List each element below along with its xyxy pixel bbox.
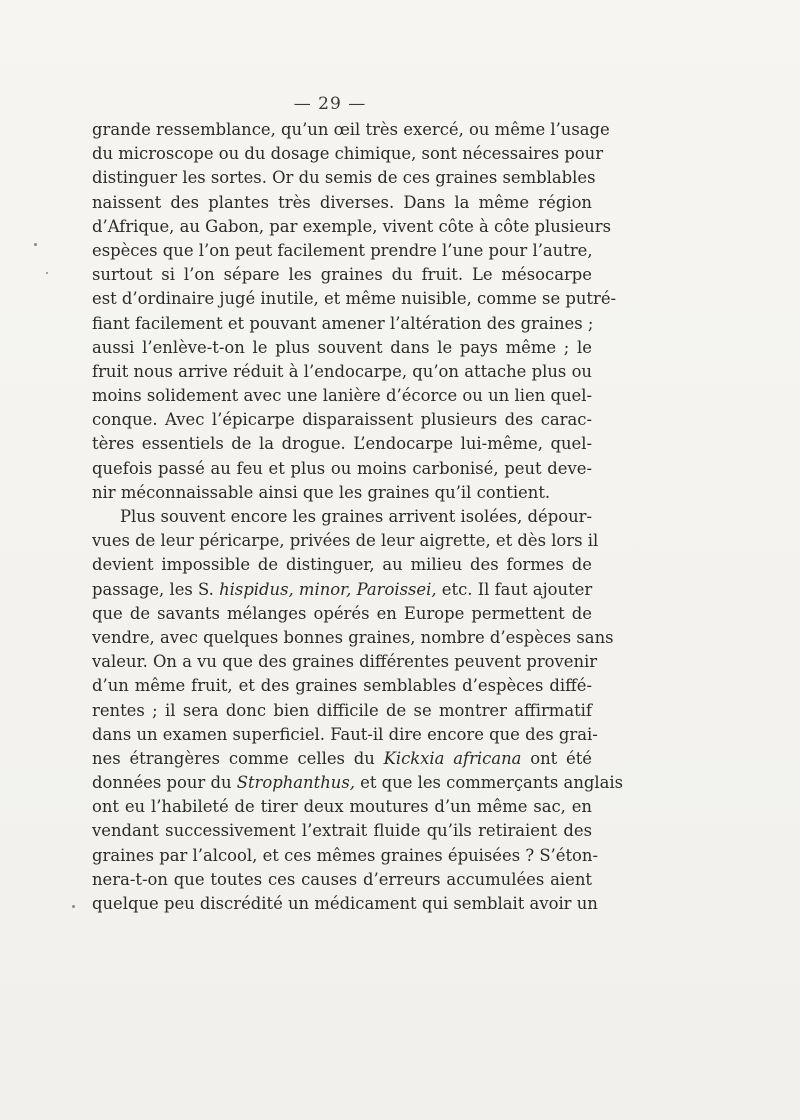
text-line	[92, 795, 592, 819]
text-segment: que de savants mélanges opérés en Europe permettent de	[92, 603, 592, 623]
text-line	[92, 626, 614, 650]
text-line	[92, 239, 592, 263]
text-line	[92, 287, 617, 311]
text-segment: ont été	[521, 748, 592, 768]
text-segment: nera-t-on que toutes ces causes d’erreurs accumulées aient	[92, 869, 592, 889]
text-segment: valeur. On a vu que des graines différentes peuvent provenir	[92, 652, 598, 672]
text-line	[92, 602, 592, 626]
paragraph	[92, 505, 624, 916]
text-segment: naissent des plantes très diverses. Dans la même région	[92, 192, 592, 212]
text-line	[92, 892, 598, 916]
text-segment: fruit nous arrive réduit à l’endocarpe, qu’on attache plus ou	[92, 361, 592, 381]
text-line	[92, 578, 592, 602]
text-segment: d’Afrique, au Gabon, par exemple, vivent côte à côte plusieurs	[92, 216, 611, 236]
text-line	[92, 457, 592, 481]
body-text	[92, 118, 624, 916]
text-line	[92, 142, 604, 166]
text-segment: vues de leur péricarpe, privées de leur aigrette, et dès lors il	[92, 531, 599, 551]
text-line	[92, 723, 598, 747]
text-line	[92, 819, 592, 843]
paper-speck	[72, 905, 75, 908]
text-segment: aussi l’enlève-t-on le plus souvent dans le pays même ; le	[92, 337, 592, 357]
text-segment: quelque peu discrédité un médicament qui semblait avoir un	[92, 894, 598, 913]
paper-speck	[46, 272, 48, 274]
text-line	[92, 529, 599, 553]
text-segment: nir méconnaissable ainsi que les graines qu’il contient.	[92, 482, 551, 502]
text-segment: nes étrangères comme celles du	[92, 748, 384, 768]
text-line	[92, 312, 592, 336]
text-line	[92, 553, 592, 577]
text-line	[92, 166, 596, 190]
italic-text: Kickxia africana	[383, 748, 522, 768]
italic-text: Strophanthus,	[236, 773, 355, 793]
text-segment: vendre, avec quelques bonnes graines, nombre d’espèces sans	[92, 627, 614, 647]
text-segment: Plus souvent encore les graines arrivent isolées, dépour-	[120, 507, 592, 526]
italic-text: hispidus, minor, Paroissei,	[219, 579, 437, 599]
text-segment: fiant facilement et pouvant amener l’altération des graines ;	[92, 313, 594, 333]
text-line	[92, 432, 592, 456]
text-line	[92, 505, 592, 529]
text-segment: grande ressemblance, qu’un œil très exercé, ou même l’usage	[92, 120, 610, 139]
paragraph	[92, 118, 617, 505]
text-line	[92, 215, 611, 239]
text-segment: conque. Avec l’épicarpe disparaissent plusieurs des carac-	[92, 410, 592, 430]
text-segment: surtout si l’on sépare les graines du fruit. Le mésocarpe	[92, 265, 592, 285]
page-number: — 29 —	[293, 94, 367, 114]
text-line	[92, 263, 592, 287]
text-segment: quefois passé au feu et plus ou moins carbonisé, peut deve-	[92, 458, 592, 478]
text-segment: dans un examen superficiel. Faut-il dire encore que des grai-	[92, 724, 598, 744]
text-segment: moins solidement avec une lanière d’écorce ou un lien quel-	[92, 386, 592, 406]
text-segment: tères essentiels de la drogue. L’endocarpe lui-même, quel-	[92, 434, 592, 454]
text-line	[92, 868, 592, 892]
text-line	[92, 650, 598, 674]
text-line	[92, 384, 592, 408]
text-segment: et que les commerçants anglais	[354, 773, 624, 793]
text-line	[92, 191, 592, 215]
text-line	[92, 771, 624, 795]
text-segment: d’un même fruit, et des graines semblables d’espèces diffé-	[92, 676, 592, 696]
text-line	[92, 747, 592, 771]
paper-speck	[34, 243, 37, 246]
text-segment: devient impossible de distinguer, au milieu des formes de	[92, 555, 592, 575]
text-line	[92, 360, 592, 384]
text-segment: vendant successivement l’extrait fluide qu’ils retiraient des	[92, 821, 592, 841]
text-line	[92, 481, 592, 505]
text-segment: du microscope ou du dosage chimique, sont nécessaires pour	[92, 144, 604, 164]
text-line	[92, 699, 592, 723]
text-line	[92, 844, 599, 868]
text-line	[92, 674, 592, 698]
text-segment: est d’ordinaire jugé inutile, et même nuisible, comme se putré-	[92, 289, 617, 309]
text-segment: graines par l’alcool, et ces mêmes graines épuisées ? S’éton-	[92, 845, 599, 865]
text-segment: ont eu l’habileté de tirer deux moutures d’un même sac, en	[92, 797, 592, 817]
text-line	[92, 336, 592, 360]
text-segment: rentes ; il sera donc bien difficile de se montrer affirmatif	[92, 700, 592, 720]
text-segment: passage, les S.	[92, 579, 220, 599]
text-segment: etc. Il faut ajouter	[436, 579, 593, 599]
text-line	[92, 408, 592, 432]
text-segment: espèces que l’on peut facilement prendre l’une pour l’autre,	[92, 240, 593, 260]
text-segment: distinguer les sortes. Or du semis de ces graines semblables	[92, 168, 596, 188]
text-line	[92, 118, 610, 142]
text-segment: données pour du	[92, 773, 237, 793]
